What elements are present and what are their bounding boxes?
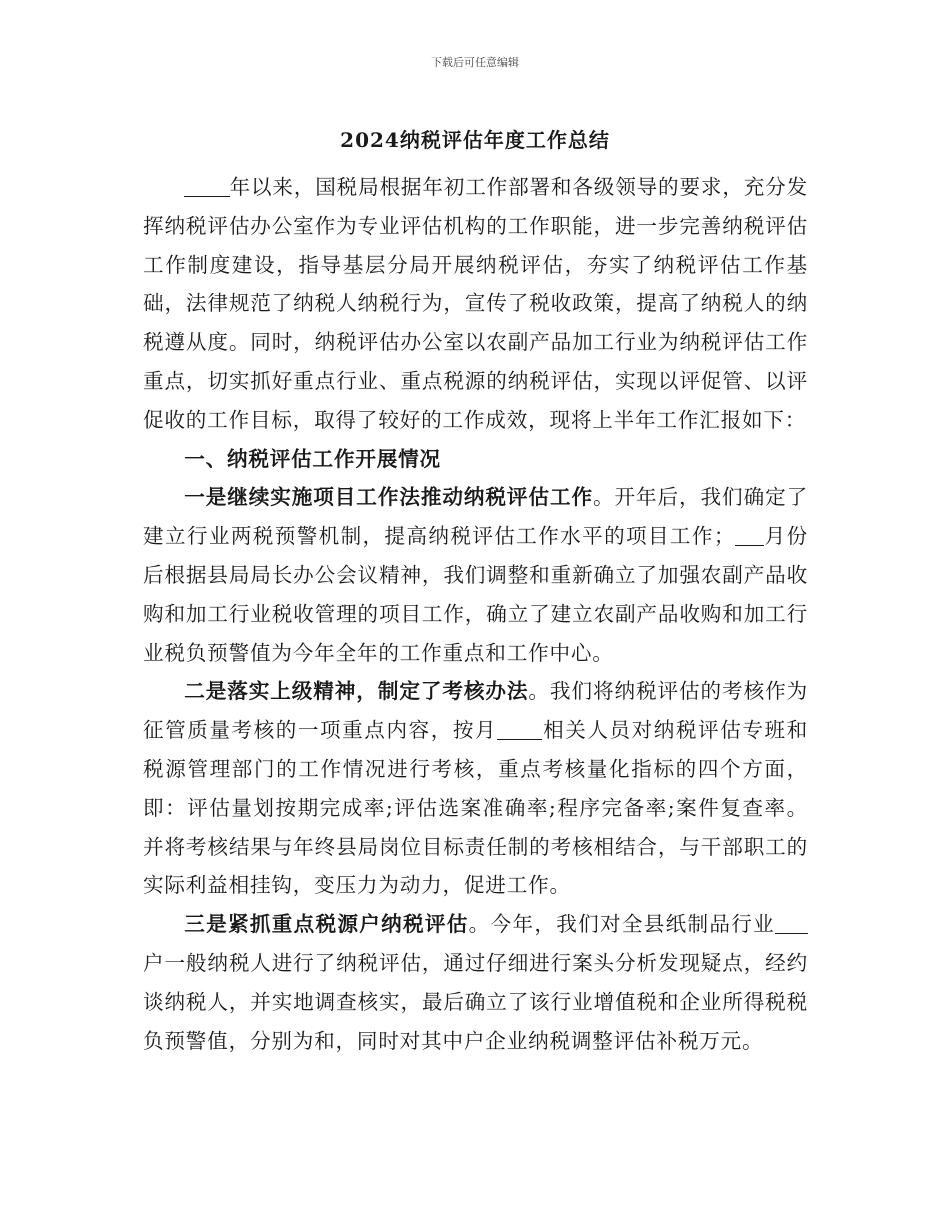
item-text: 相关人员对纳税评估专班和税源管理部门的工作情况进行考核，重点考核量化指标的四个方面，即：评估量划按期完成率;评估选案准确率;程序完备率;案件复查率。并将考核结果与年终县局岗位目标责任制的考核相结合，与干部职工的实际利益相挂钩，变压力为动力，促进工作。 <box>143 718 808 898</box>
item-paragraph-3 <box>143 905 808 1060</box>
fill-blank <box>775 913 808 935</box>
document-body <box>143 168 808 1060</box>
item-paragraph-2 <box>143 672 808 905</box>
fill-blank <box>184 175 229 197</box>
item-text: 。我们将纳税评估的考核作为征管质量考核的一项重点内容，按月 <box>143 679 808 743</box>
item-text: 户一般纳税人进行了纳税评估，通过仔细进行案头分析发现疑点，经约谈纳税人，并实地调查核实，最后确立了该行业增值税和企业所得税税负预警值，分别为和，同时对其中户企业纳税调整评估补税万元。 <box>143 950 808 1053</box>
section-heading: 一、纳税评估工作开展情况 <box>184 446 441 471</box>
item-lead: 二是落实上级精神，制定了考核办法 <box>184 679 529 704</box>
intro-text: 年以来，国税局根据年初工作部署和各级领导的要求，充分发挥纳税评估办公室作为专业评估机构的工作职能，进一步完善纳税评估工作制度建设，指导基层分局开展纳税评估，夯实了纳税评估工作基础，法律规范了纳税人纳税行为，宣传了税收政策，提高了纳税人的纳税遵从度。同时，纳税评估办公室以农副产品加工行业为纳税评估工作重点，切实抓好重点行业、重点税源的纳税评估，实现以评促管、以评促收的工作目标，取得了较好的工作成效，现将上半年工作汇报如下： <box>143 175 808 432</box>
item-lead: 三是紧抓重点税源户纳税评估 <box>184 912 469 937</box>
header-note: 下载后可任意编辑 <box>431 56 519 69</box>
item-text: 。开年后，我们确定了建立行业两税预警机制，提高纳税评估工作水平的项目工作； <box>143 485 808 549</box>
fill-blank <box>735 525 764 547</box>
item-text: 月份后根据县局局长办公会议精神，我们调整和重新确立了加强农副产品收购和加工行业税收管理的项目工作，确立了建立农副产品收购和加工行业税负预警值为今年全年的工作重点和工作中心。 <box>143 524 808 665</box>
item-lead: 一是继续实施项目工作法推动纳税评估工作 <box>184 485 593 510</box>
item-paragraph-1 <box>143 478 808 672</box>
fill-blank <box>497 719 542 741</box>
intro-paragraph <box>143 168 808 440</box>
item-text: 。今年，我们对全县纸制品行业 <box>468 912 776 937</box>
document-title: 2024纳税评估年度工作总结 <box>340 128 610 152</box>
